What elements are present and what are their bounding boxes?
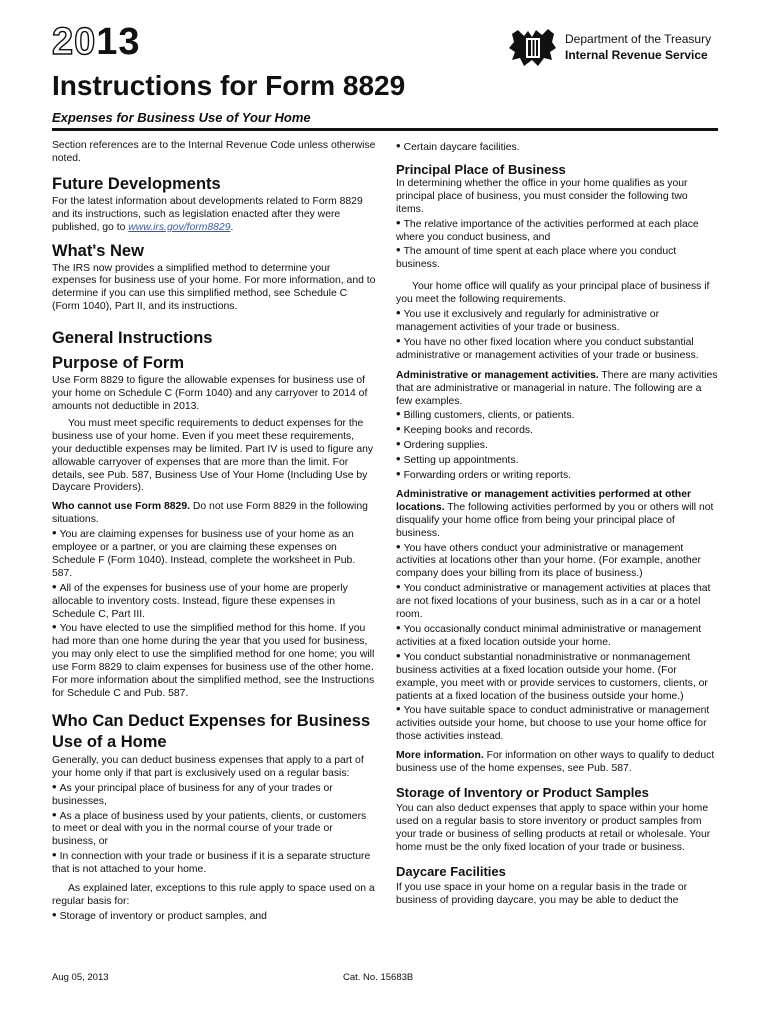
list-item: • You are claiming expenses for business use of your home as an employee or a partner, or you are claiming these expenses on Schedule F (Form 1040). Instead, complete the worksheet in Pub. 587. xyxy=(52,527,377,581)
list-item: • You use it exclusively and regularly for administrative or management activities of your trade or business. xyxy=(396,307,718,335)
heading-whats-new: What's New xyxy=(52,241,144,260)
tax-year-prefix: 20 xyxy=(52,21,97,63)
list-item: • As a place of business used by your patients, clients, or customers to meet or deal with you in the normal course of your trade or business, or xyxy=(52,809,377,850)
heading-storage-inventory: Storage of Inventory or Product Samples xyxy=(396,784,649,800)
tax-year-suffix: 13 xyxy=(96,21,141,63)
future-body: For the latest information about developments related to Form 8829 and its instructions, such as legislation enacted after they were published, go to xyxy=(52,195,363,233)
irs-eagle-logo-icon xyxy=(508,28,558,68)
tax-year xyxy=(52,22,141,62)
list-item: • You have no other fixed location where you conduct substantial administrative or management activities of your trade or business. xyxy=(396,335,718,363)
future-text: For the latest information about developments related to Form 8829 and its instructions, such as legislation enacted after they were published, go to www.irs.gov/form8829. xyxy=(52,195,363,233)
list-item: • Keeping books and records. xyxy=(396,423,718,438)
heading-daycare-facilities: Daycare Facilities xyxy=(396,863,506,879)
other-locations-lead: Administrative or management activities performed at other locations. xyxy=(396,488,692,513)
title-divider xyxy=(52,128,718,131)
list-item: • The amount of time spent at each place where you conduct business. xyxy=(396,244,718,272)
list-item: • Forwarding orders or writing reports. xyxy=(396,468,718,483)
list-item: • You have suitable space to conduct administrative or management activities outside your home, but choose to use your home office for those activities instead. xyxy=(396,703,718,744)
page-subtitle: Expenses for Business Use of Your Home xyxy=(52,110,311,125)
page-title: Instructions for Form 8829 xyxy=(52,70,406,101)
exceptions-text: As explained later, exceptions to this rule apply to space used on a regular basis for: xyxy=(52,883,375,907)
footer-catalog-number: Cat. No. 15683B xyxy=(343,972,414,983)
list-item: • Storage of inventory or product samples, and xyxy=(52,909,377,924)
daycare-text: If you use space in your home on a regular basis in the trade or business of providing daycare, you may be able to deduct the xyxy=(396,881,688,906)
who-cannot-paragraph xyxy=(52,501,377,527)
purpose-paragraph-1: Use Form 8829 to figure the allowable expenses for business use of your home on Schedule C (Form 1040) and any carryover to 2014 of amounts not deductible in 2013. xyxy=(52,375,368,412)
list-item: • The relative importance of the activities performed at each place where you conduct business, and xyxy=(396,217,718,245)
purpose-paragraph-2: You must meet specific requirements to deduct expenses for the business use of your home. Even if you meet these requirements, your deductible expenses may be limited. Part IV is used to figure any allowable carryover of expenses that are more than the limit. For details, see Pub. 587, Business Use of Your Home (Including Use by Daycare Providers). xyxy=(52,417,374,494)
list-item: • You have elected to use the simplified method for this home. If you had more than one home during the year that you used for business, you may only elect to use the simplified method for one home; you will use Form 8829 to claim expenses for business use of the other home. For more information about the simplified method, see the Instructions for Schedule C and Pub. 587. xyxy=(52,621,377,700)
list-item: • Setting up appointments. xyxy=(396,453,718,468)
other-locations-text: The following activities performed by you or others will not disqualify your home office from being your principal place of business. xyxy=(396,501,714,539)
heading-principal-place: Principal Place of Business xyxy=(396,161,566,177)
who-can-text: Generally, you can deduct business expenses that apply to a part of your home only if that part is exclusively used on a regular basis: xyxy=(52,754,364,779)
whats-new-text: The IRS now provides a simplified method to determine your expenses for business use of your home. For more information, and to determine if you can use this simplified method, see Schedule C (Form 1040), Part II, and its instructions. xyxy=(52,262,376,313)
principal-text: In determining whether the office in your home qualifies as your principal place of business, you must consider the following two items. xyxy=(396,177,688,215)
admin-paragraph xyxy=(396,370,718,409)
more-info-lead: More information. xyxy=(396,750,484,762)
right-column xyxy=(396,140,718,907)
list-item: • Ordering supplies. xyxy=(396,438,718,453)
agency-label: Internal Revenue Service xyxy=(565,48,708,62)
who-cannot-lead: Who cannot use Form 8829. xyxy=(52,501,190,513)
heading-who-can-deduct: Who Can Deduct Expenses for Business Use of a Home xyxy=(52,711,371,751)
who-cannot-text: Do not use Form 8829 in the following situations. xyxy=(52,501,368,526)
list-item: • You have others conduct your administrative or management activities at locations other than your home. (For example, another company does your billing from its place of business.) xyxy=(396,541,718,582)
list-item: • You conduct substantial nonadministrative or nonmanagement business activities at a fixed location outside your home. (For example, you meet with or provide services to customers, clients, or patients at a fixed location of the business outside your home.) xyxy=(396,650,718,704)
storage-text: You can also deduct expenses that apply to space within your home used on a regular basis to store inventory or product samples from your trade or business of selling products at retail or wholesale. Your home must be the only fixed location of your trade or business. xyxy=(396,802,711,853)
list-item: • Certain daycare facilities. xyxy=(396,140,718,155)
more-info-paragraph xyxy=(396,750,718,776)
list-item: • All of the expenses for business use of your home are properly allocable to inventory costs. Instead, figure these expenses in Schedule C, Part III. xyxy=(52,581,377,622)
list-item: • In connection with your trade or business if it is a separate structure that is not attached to your home. xyxy=(52,849,377,877)
intro-text: Section references are to the Internal Revenue Code unless otherwise noted. xyxy=(52,140,376,164)
department-label: Department of the Treasury xyxy=(565,32,712,46)
list-item: • You occasionally conduct minimal administrative or management activities at a fixed location outside your home. xyxy=(396,622,718,650)
admin-text: There are many activities that are administrative or managerial in nature. The following are a few examples. xyxy=(396,369,718,407)
left-column xyxy=(52,140,377,924)
other-locations-paragraph xyxy=(396,489,718,541)
office-qualify-text: Your home office will qualify as your principal place of business if you meet the following requirements. xyxy=(396,281,710,306)
list-item: • Billing customers, clients, or patients. xyxy=(396,408,718,423)
list-item: • You conduct administrative or management activities at places that are not fixed locations of your business, such as in a car or a hotel room. xyxy=(396,581,718,622)
admin-lead: Administrative or management activities. xyxy=(396,369,599,381)
heading-purpose-of-form: Purpose of Form xyxy=(52,354,185,373)
more-info-text: For information on other ways to qualify to deduct business use of the home expenses, see Pub. 587. xyxy=(396,750,715,775)
heading-future-developments: Future Developments xyxy=(52,174,221,193)
list-item: • As your principal place of business for any of your trades or businesses, xyxy=(52,781,377,809)
irs-header xyxy=(508,28,723,70)
form8829-link[interactable]: www.irs.gov/form8829 xyxy=(128,221,231,233)
footer-date: Aug 05, 2013 xyxy=(52,972,109,983)
heading-general-instructions: General Instructions xyxy=(52,329,213,348)
